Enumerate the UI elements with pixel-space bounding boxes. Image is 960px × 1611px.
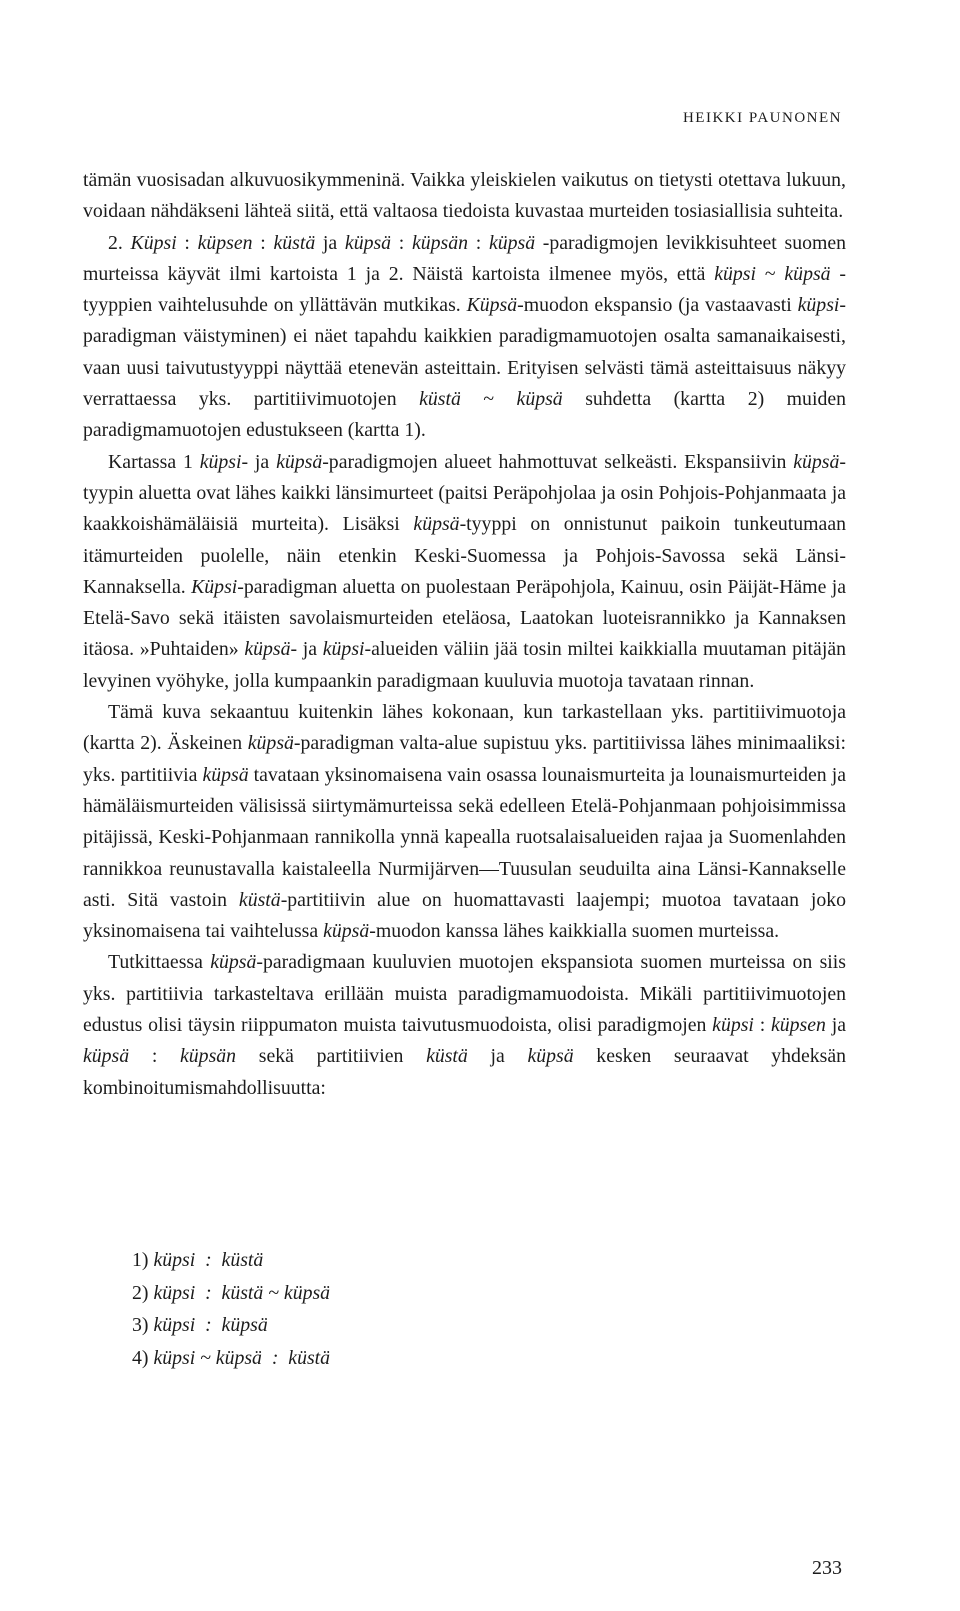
text-run: 2.	[108, 231, 131, 254]
list-item	[132, 1342, 330, 1375]
list-text: küpsi : küstä	[153, 1249, 264, 1271]
italic-term: Küpsi	[130, 231, 177, 254]
italic-term: küpsä	[344, 231, 392, 254]
list-number: 2)	[132, 1281, 154, 1304]
italic-term: küstä	[273, 231, 316, 254]
italic-term: küpsä	[210, 951, 257, 974]
text-run: ~	[756, 262, 785, 285]
italic-term: küpsä	[527, 1045, 574, 1068]
italic-term: küpsä	[488, 231, 536, 254]
list-item	[132, 1277, 330, 1310]
paragraph	[83, 697, 846, 947]
italic-term: küpsen	[771, 1014, 826, 1037]
running-header: HEIKKI PAUNONEN	[682, 110, 842, 126]
text-run: -tyypin aluetta ovat lähes kaikki länsimurteet (paitsi Peräpohjolaa ja osin Pohjois-Pohjanmaata ja kaakkoishämäläisiä murteita). Lisäksi	[83, 450, 846, 536]
text-run: tämän vuosisadan alkuvuosikymmeninä. Vaikka yleiskielen vaikutus on tietysti otettava lukuun, voidaan nähdäkseni lähteä siitä, että valtaosa tiedoista kuvastaa murteiden tosiasiallisia suhteita.	[83, 169, 846, 223]
italic-term: Küpsä	[466, 294, 518, 317]
italic-term: küpsä	[516, 388, 563, 411]
text-run: -paradigmojen levikkisuhteet suomen murteissa käyvät ilmi kartoista 1 ja 2. Näistä kartoista ilmenee myös, että	[83, 231, 847, 285]
paragraph	[83, 447, 846, 697]
italic-term: küpsä	[413, 513, 460, 536]
list-number: 4)	[132, 1346, 154, 1369]
text-run: -tyyppien vaihtelusuhde on yllättävän mutkikas.	[83, 262, 846, 317]
italic-term: küstä	[426, 1045, 468, 1068]
text-run: -paradigmaan kuuluvien muotojen ekspansiota suomen murteissa on siis yks. partitiivia tarkasteltava erillään muista paradigmamuodoista. Mikäli partitiivimuotojen edustus olisi täysin riippumaton muista taivutusmuodoista, olisi paradigmojen	[83, 951, 846, 1037]
italic-term: küstä	[238, 888, 281, 911]
text-run: :	[391, 231, 412, 254]
text-run: -alueiden väliin jää tosin miltei kaikkialla muutaman pitäjän levyinen vyöhyke, jolla kumpaankin paradigmaan kuuluvia muotoja tavataan rinnan.	[83, 638, 846, 692]
text-run: tavataan yksinomaisena vain osassa lounaismurteita ja lounaismurteiden ja hämäläismurteiden välisissä siirtymämurteissa sekä edelleen Etelä-Pohjanmaan pohjoisimmissa pitäjissä, Keski-Pohjanmaan rannikolla ynnä kapealla ruotsalaisalueiden rajaa ja Suomenlahden rannikkoa reunustavalla kaistaleella Nurmijärven—Tuusulan seuduilta aina Länsi-Kannakselle asti. Sitä vastoin	[83, 763, 846, 911]
text-run: :	[129, 1045, 181, 1068]
italic-term: küpsä	[276, 450, 323, 473]
text-run: Kartassa 1	[108, 450, 200, 473]
text-run: -paradigmojen alueet hahmottuvat selkeästi. Ekspansiivin	[322, 450, 794, 473]
list-item	[132, 1309, 330, 1342]
text-run: -paradigman valta-alue supistuu yks. partitiivissa lähes minimaaliksi: yks. partitiivia	[83, 732, 846, 786]
list-text: küpsi : küpsä	[153, 1314, 268, 1336]
italic-term: küpsä-	[244, 638, 298, 661]
text-run: ~	[460, 388, 517, 411]
text-run: ja	[248, 450, 277, 473]
text-run: -partitiivin alue on huomattavasti laajempi; muotoa tavataan joko yksinomaisena tai vaihtelussa	[83, 888, 846, 943]
paragraph	[83, 947, 846, 1103]
italic-term: küstä	[419, 388, 461, 411]
italic-term: küpsi-	[199, 450, 249, 473]
combination-list	[132, 1244, 330, 1374]
text-run: Tutkittaessa	[108, 951, 211, 974]
italic-term: Küpsi	[191, 575, 238, 598]
italic-term: küpsän	[180, 1045, 237, 1068]
list-number: 3)	[132, 1314, 154, 1336]
text-run: -paradigman aluetta on puolestaan Peräpohjola, Kainuu, osin Päijät-Häme ja Etelä-Savo sekä itäisten savolaismurteiden eteläosa, Laatokan luoteisrannikko ja Kannaksen itäosa. »Puhtaiden»	[83, 575, 846, 661]
italic-term: küpsen	[197, 231, 253, 254]
italic-term: küpsi	[712, 1014, 754, 1037]
text-run: ja	[315, 231, 345, 254]
paragraph	[83, 228, 846, 447]
paragraph	[83, 165, 846, 228]
list-number: 1)	[132, 1249, 154, 1271]
italic-term: küpsä	[323, 920, 370, 943]
text-run: ja	[467, 1045, 528, 1068]
italic-term: küpsi	[322, 638, 365, 661]
text-run: Tämä kuva sekaantuu kuitenkin lähes kokonaan, kun tarkastellaan yks. partitiivimuotoja (kartta 2). Äskeinen	[83, 701, 846, 755]
text-run: sekä partitiivien	[236, 1045, 427, 1068]
italic-term: küpsä	[793, 450, 840, 473]
body-text	[83, 165, 846, 1104]
text-run: :	[753, 1014, 771, 1037]
text-run: :	[252, 231, 274, 254]
italic-term: küpsä	[83, 1045, 130, 1068]
text-run: suhdetta (kartta 2) muiden paradigmamuotojen edustukseen (kartta 1).	[83, 388, 847, 442]
text-run: :	[176, 231, 198, 254]
italic-term: küpsi	[797, 294, 840, 317]
text-run: -muodon ekspansio (ja vastaavasti	[517, 294, 798, 317]
text-run: kesken seuraavat yhdeksän kombinoitumismahdollisuutta:	[83, 1045, 846, 1099]
text-run: ja	[297, 638, 323, 661]
text-run: -muodon kanssa lähes kaikkialla suomen murteissa.	[369, 920, 780, 943]
page-number: 233	[812, 1557, 842, 1579]
text-run: ja	[825, 1014, 846, 1037]
italic-term: küpsän	[411, 231, 469, 254]
italic-term: küpsä	[247, 732, 294, 755]
list-text: küpsi ~ küpsä : küstä	[153, 1346, 331, 1369]
text-run: :	[468, 231, 489, 254]
list-text: küpsi : küstä ~ küpsä	[153, 1281, 331, 1304]
italic-term: küpsä	[784, 262, 831, 285]
text-run: -tyyppi on onnistunut paikoin tunkeutumaan itämurteiden puolelle, näin etenkin Keski-Suomessa ja Pohjois-Savossa sekä Länsi-Kannaksella.	[83, 513, 846, 598]
list-item	[132, 1244, 330, 1277]
text-run: -paradigman väistyminen) ei näet tapahdu kaikkien paradigmamuotojen osalta samanaikaisesti, vaan uusi taivutustyyppi näyttää etenevän asteittain. Erityisen selvästi tämä asteittaisuus näkyy verrattaessa yks. partitiivimuotojen	[83, 294, 846, 411]
italic-term: küpsi	[714, 262, 757, 285]
italic-term: küpsä	[202, 763, 249, 786]
